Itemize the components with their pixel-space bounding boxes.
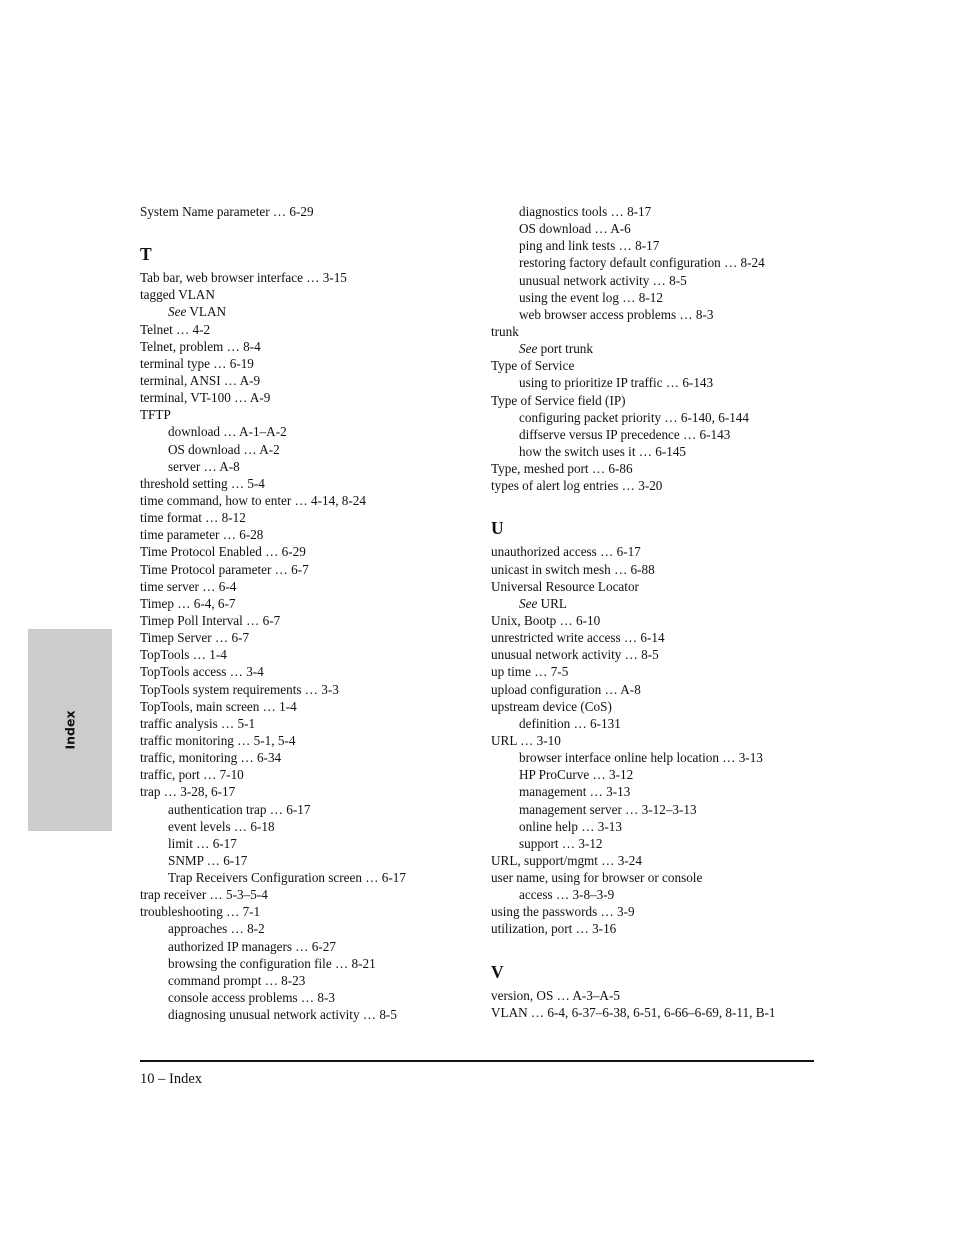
index-entry: time parameter … 6-28 [140,527,264,543]
index-see-reference [491,595,816,612]
index-entry: URL … 3-10 [491,732,561,748]
index-column-left [140,203,475,1023]
index-entry: Time Protocol Enabled … 6-29 [140,544,306,560]
index-entry: Telnet, problem … 8-4 [140,338,261,354]
index-entry: Universal Resource Locator [491,578,639,594]
see-word: See [519,595,538,611]
index-entry: traffic analysis … 5-1 [140,715,256,731]
index-entry: using the passwords … 3-9 [491,904,635,920]
index-entry: Timep Server … 6-7 [140,630,250,646]
index-entry: time command, how to enter … 4-14, 8-24 [140,492,366,508]
section-letter: V [491,961,504,982]
index-entry: terminal, ANSI … A-9 [140,372,261,388]
see-target: VLAN [186,304,226,320]
index-subentry: download … A-1–A-2 [168,424,287,440]
index-entry: threshold setting … 5-4 [140,475,265,491]
index-subentry: diffserve versus IP precedence … 6-143 [519,426,731,442]
index-subentry: HP ProCurve … 3-12 [519,767,634,783]
index-subentry: authentication trap … 6-17 [168,801,311,817]
index-subentry: browsing the configuration file … 8-21 [168,955,376,971]
index-subentry: authorized IP managers … 6-27 [168,938,336,954]
index-entry: System Name parameter … 6-29 [140,204,314,219]
index-entry: traffic monitoring … 5-1, 5-4 [140,732,296,748]
index-entry: Tab bar, web browser interface … 3-15 [140,270,347,286]
see-word: See [168,304,187,320]
index-subentry: server … A-8 [168,458,240,474]
index-subentry: limit … 6-17 [168,835,237,851]
index-subentry: management server … 3-12–3-13 [519,801,697,817]
index-subentry: console access problems … 8-3 [168,990,335,1006]
index-entry: trap … 3-28, 6-17 [140,784,236,800]
index-entry: TFTP [140,407,171,423]
index-entry: traffic, port … 7-10 [140,767,244,783]
index-entry: unrestricted write access … 6-14 [491,630,665,646]
side-tab-label: Index [62,710,78,750]
index-subentry: access … 3-8–3-9 [519,887,615,903]
index-subentry: browser interface online help location … 3-13 [519,750,763,766]
section-letter: U [491,518,504,539]
index-entry: time server … 6-4 [140,578,237,594]
index-entry: tagged VLAN [140,287,215,303]
index-subentry: configuring packet priority … 6-140, 6-144 [519,409,749,425]
index-entry: Type of Service [491,358,575,374]
index-subentry: online help … 3-13 [519,818,622,834]
see-target: URL [537,595,567,611]
index-subentry: command prompt … 8-23 [168,972,306,988]
index-subentry: approaches … 8-2 [168,921,265,937]
index-entry: utilization, port … 3-16 [491,921,617,937]
index-entry: Telnet … 4-2 [140,321,211,337]
index-entry: user name, using for browser or console [491,870,703,886]
index-column-right [491,203,816,1021]
index-subentry: restoring factory default configuration … 8-24 [519,255,765,271]
index-entry: trap receiver … 5-3–5-4 [140,887,268,903]
index-entry: TopTools, main screen … 1-4 [140,698,297,714]
index-subentry: unusual network activity … 8-5 [519,272,687,288]
index-subentry: OS download … A-2 [168,441,280,457]
index-subentry: using the event log … 8-12 [519,289,663,305]
index-entry: time format … 8-12 [140,510,246,526]
index-subentry: diagnostics tools … 8-17 [519,204,652,219]
index-subentry: management … 3-13 [519,784,631,800]
index-entry: version, OS … A-3–A-5 [491,987,620,1003]
footer-rule [140,1060,814,1062]
index-entry: Type of Service field (IP) [491,392,626,408]
index-entry: upload configuration … A-8 [491,681,641,697]
index-entry: troubleshooting … 7-1 [140,904,261,920]
index-entry: TopTools access … 3-4 [140,664,264,680]
index-entry: Timep … 6-4, 6-7 [140,595,236,611]
index-subentry: event levels … 6-18 [168,818,275,834]
index-see-reference [140,303,475,320]
index-entry: types of alert log entries … 3-20 [491,478,663,494]
index-see-reference [491,340,816,357]
section-letter: T [140,244,152,265]
index-subentry: OS download … A-6 [519,221,631,237]
index-entry: TopTools … 1-4 [140,647,227,663]
index-side-tab [28,629,112,831]
index-subentry: how the switch uses it … 6-145 [519,443,687,459]
index-subentry: definition … 6-131 [519,715,621,731]
index-entry: URL, support/mgmt … 3-24 [491,852,642,868]
index-entry: VLAN … 6-4, 6-37–6-38, 6-51, 6-66–6-69, 8-11, B-1 [491,1004,776,1020]
index-entry: unusual network activity … 8-5 [491,647,659,663]
index-subentry: SNMP … 6-17 [168,852,248,868]
index-entry: Type, meshed port … 6-86 [491,461,633,477]
index-subentry: web browser access problems … 8-3 [519,306,714,322]
page-footer: 10 – Index [140,1071,203,1087]
index-entry: unicast in switch mesh … 6-88 [491,561,655,577]
index-entry: traffic, monitoring … 6-34 [140,750,282,766]
index-subentry: support … 3-12 [519,835,603,851]
index-entry: Timep Poll Interval … 6-7 [140,612,281,628]
index-entry: Unix, Bootp … 6-10 [491,612,601,628]
index-entry: TopTools system requirements … 3-3 [140,681,339,697]
index-entry: upstream device (CoS) [491,698,612,714]
index-subentry: diagnosing unusual network activity … 8-5 [168,1007,397,1023]
index-subentry: ping and link tests … 8-17 [519,238,660,254]
index-entry: terminal, VT-100 … A-9 [140,390,271,406]
see-word: See [519,341,538,357]
index-entry: trunk [491,323,519,339]
see-target: port trunk [537,341,593,357]
index-entry: up time … 7-5 [491,664,569,680]
index-entry: terminal type … 6-19 [140,355,254,371]
index-subentry: Trap Receivers Configuration screen … 6-17 [168,870,406,886]
index-subentry: using to prioritize IP traffic … 6-143 [519,375,714,391]
index-entry: Time Protocol parameter … 6-7 [140,561,309,577]
index-entry: unauthorized access … 6-17 [491,544,641,560]
